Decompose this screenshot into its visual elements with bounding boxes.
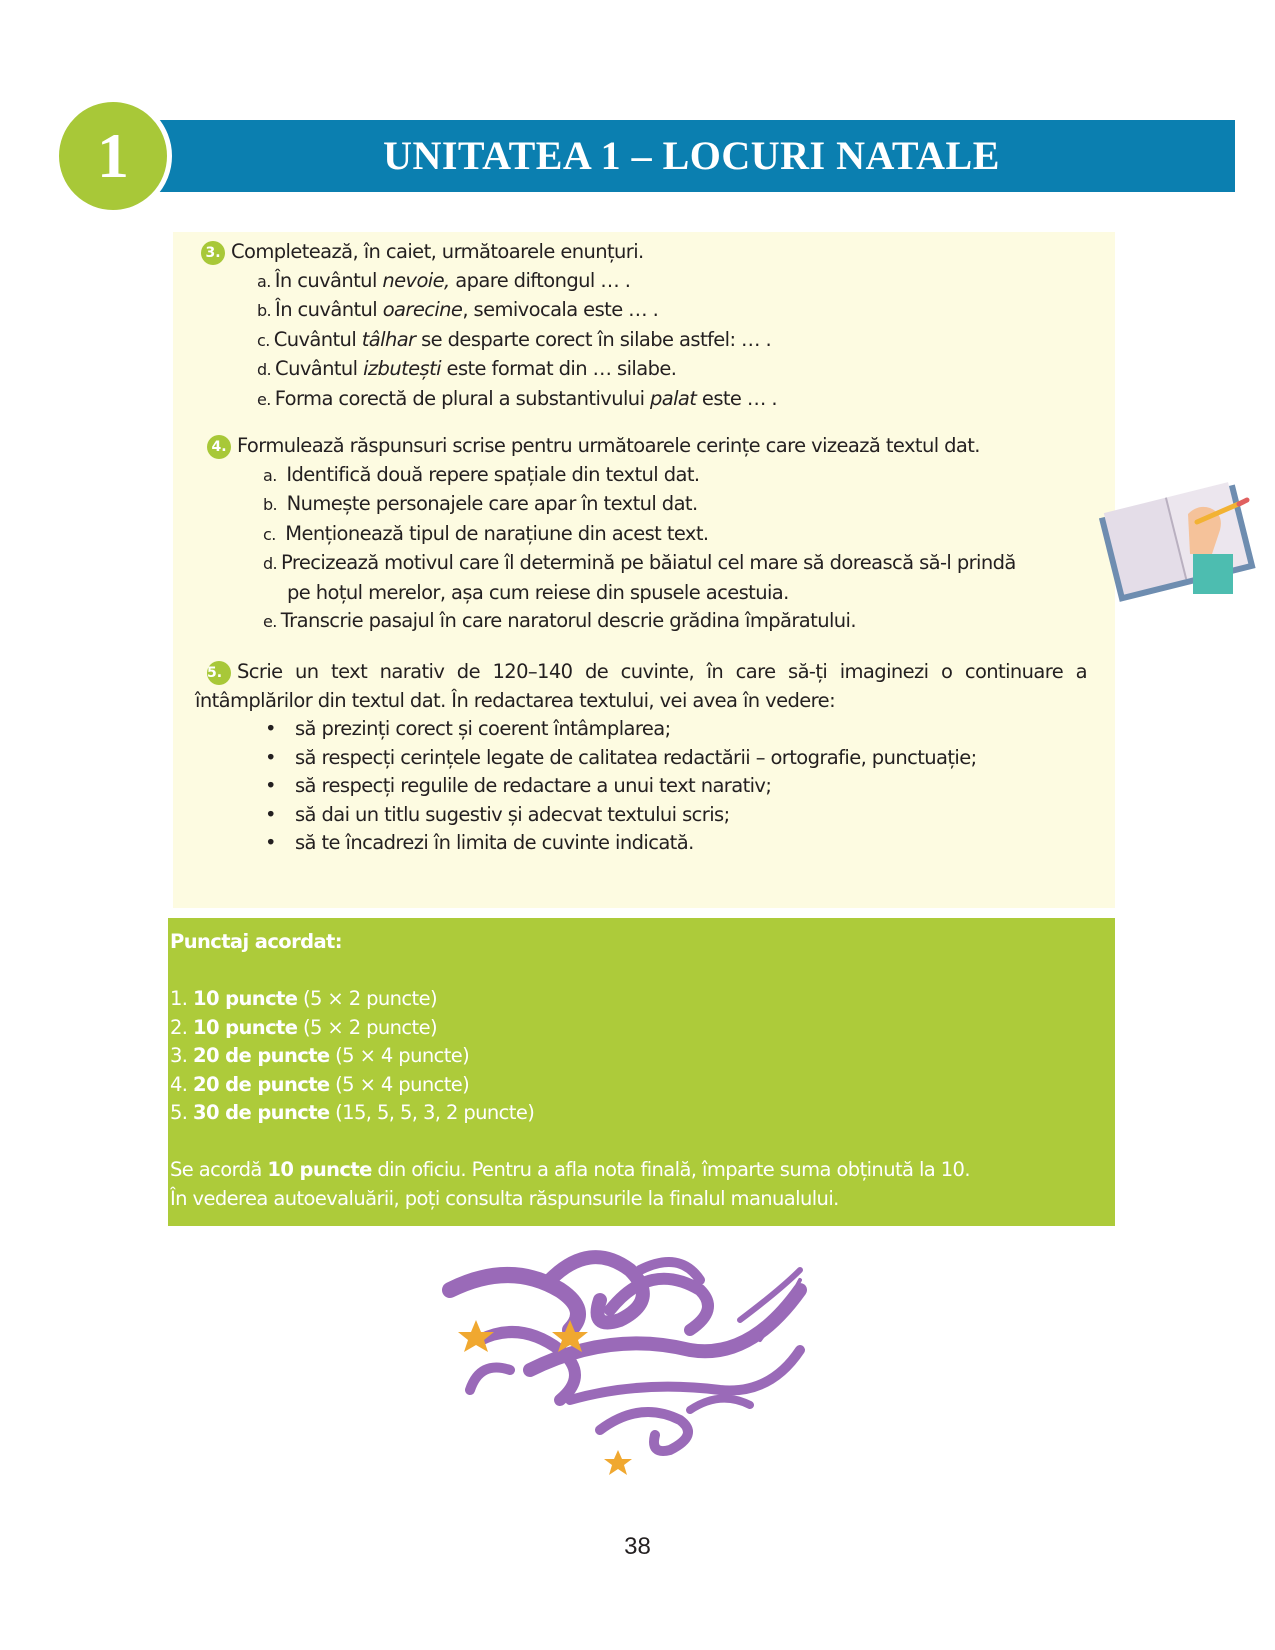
score-title: Punctaj acordat: bbox=[170, 930, 342, 953]
score-row: 5. 30 de puncte (15, 5, 5, 3, 2 puncte) bbox=[170, 1101, 535, 1124]
exercise-5-prompt: 5. Scrie un text narativ de 120–140 de cuvinte, în care să-ți imaginezi o continuare a bbox=[207, 660, 1087, 683]
exercise-3-item: d. Cuvântul izbutești este format din … silabe. bbox=[257, 357, 677, 380]
exercise-5 bbox=[195, 658, 1087, 858]
score-note-self-assessment: În vederea autoevaluării, poți consulta răspunsurile la finalul manualului. bbox=[170, 1186, 839, 1210]
page-number: 38 bbox=[624, 1533, 651, 1560]
score-row: 1. 10 puncte (5 × 2 puncte) bbox=[170, 987, 438, 1010]
exercise-4 bbox=[207, 432, 1087, 637]
exercise-4-prompt: 4. Formulează răspunsuri scrise pentru următoarele cerințe care vizează textul dat. bbox=[207, 432, 1087, 461]
exercise-4-item: c. Menționează tipul de narațiune din acest text. bbox=[263, 521, 709, 545]
unit-title: UNITATEA 1 – LOCURI NATALE bbox=[383, 133, 1000, 178]
swirl-ornament-illustration bbox=[440, 1250, 840, 1490]
unit-number-badge bbox=[54, 97, 172, 215]
exercise-5-bullet: • să dai un titlu sugestiv și adecvat textului scris; bbox=[195, 801, 1087, 830]
exercises-box bbox=[173, 232, 1115, 908]
notebook-writing-illustration bbox=[1093, 472, 1263, 612]
exercise-4-item: d. Precizează motivul care îl determină pe băiatul cel mare să dorească să-l prindă pe hoțul merelor, așa cum reiese din spusele acestuia. bbox=[263, 551, 1016, 604]
exercise-5-bullet: • să respecți regulile de redactare a unui text narativ; bbox=[195, 772, 1087, 801]
exercise-5-bullet: • să te încadrezi în limita de cuvinte indicată. bbox=[195, 829, 1087, 858]
score-row: 3. 20 de puncte (5 × 4 puncte) bbox=[170, 1044, 470, 1067]
exercise-3-item: e. Forma corectă de plural a substantivului palat este … . bbox=[257, 386, 778, 410]
score-note-official: Se acordă 10 puncte din oficiu. Pentru a afla nota finală, împarte suma obținută la 10. bbox=[170, 1158, 970, 1181]
exercise-4-item: b. Numește personajele care apar în textul dat. bbox=[263, 492, 698, 515]
exercise-number-badge: 4. bbox=[207, 435, 231, 459]
exercise-3-item: a. În cuvântul nevoie, apare diftongul … . bbox=[257, 268, 631, 292]
exercise-3-item: b. În cuvântul oarecine, semivocala este … . bbox=[257, 298, 659, 321]
score-row: 4. 20 de puncte (5 × 4 puncte) bbox=[170, 1072, 470, 1096]
score-row: 2. 10 puncte (5 × 2 puncte) bbox=[170, 1015, 438, 1039]
exercise-3-prompt: 3. Completează, în caiet, următoarele enunțuri. bbox=[201, 238, 921, 267]
exercise-3 bbox=[201, 238, 921, 414]
unit-header-bar bbox=[148, 120, 1235, 192]
exercise-3-item: c. Cuvântul tâlhar se desparte corect în silabe astfel: … . bbox=[257, 327, 772, 351]
exercise-5-prompt-continued: întâmplărilor din textul dat. În redactarea textului, vei avea în vedere: bbox=[195, 688, 836, 712]
score-box bbox=[168, 918, 1115, 1226]
exercise-number-badge: 3. bbox=[201, 241, 225, 265]
exercise-5-bullet: • să respecți cerințele legate de calitatea redactării – ortografie, punctuație; bbox=[195, 744, 1087, 773]
exercise-4-item: e. Transcrie pasajul în care naratorul descrie grădina împăratului. bbox=[263, 609, 856, 632]
exercise-number-badge: 5. bbox=[207, 661, 231, 685]
exercise-5-bullet: • să prezinți corect și coerent întâmplarea; bbox=[195, 715, 1087, 744]
exercise-4-item: a. Identifică două repere spațiale din textul dat. bbox=[263, 462, 700, 486]
unit-number: 1 bbox=[97, 120, 129, 191]
